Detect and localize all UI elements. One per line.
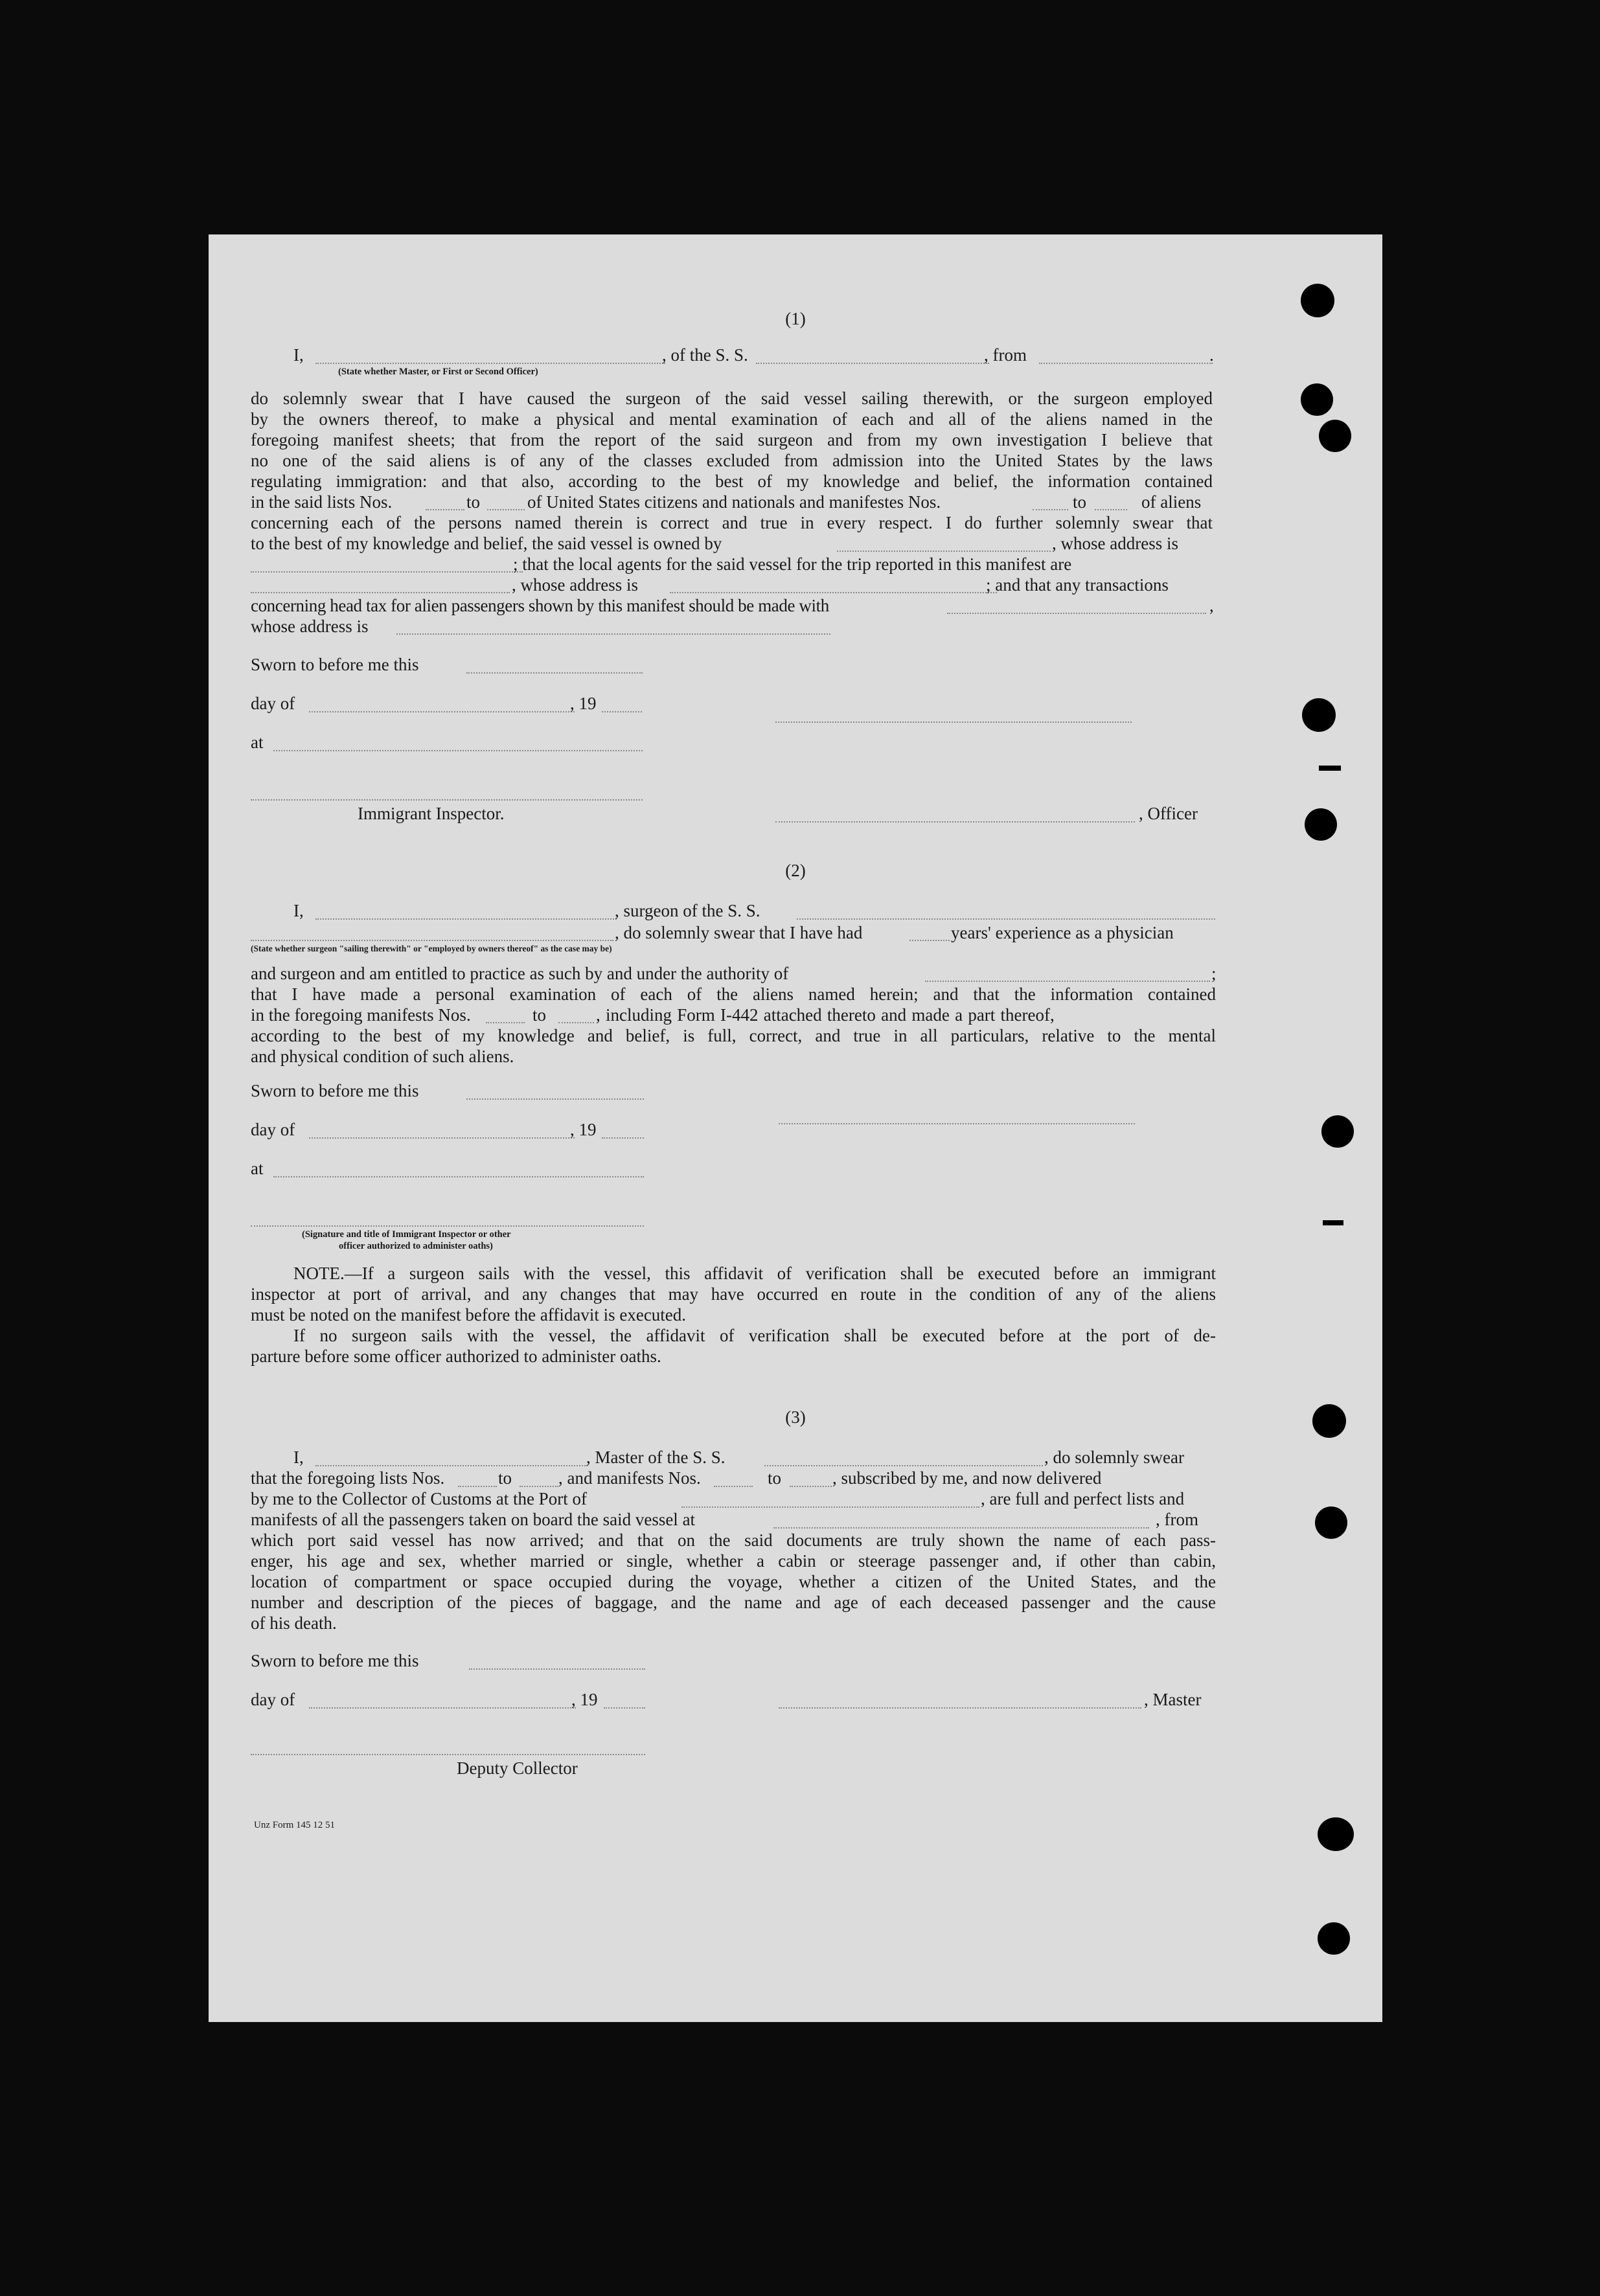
- s3-taken-at-field[interactable]: [773, 1527, 1149, 1529]
- s1-inspector-label: Immigrant Inspector.: [358, 804, 505, 823]
- s2-signature-note-1: (Signature and title of Immigrant Inspector or other: [302, 1229, 511, 1240]
- s3-taken-label: manifests of all the passengers taken on board the said vessel at: [251, 1510, 696, 1529]
- punch-hole: [1305, 808, 1337, 841]
- punch-hole: [1321, 1115, 1354, 1148]
- s3-master-name-field[interactable]: [315, 1465, 588, 1466]
- s3-full-lists-label: , are full and perfect lists and: [981, 1489, 1185, 1508]
- s1-headtax-field[interactable]: [947, 613, 1206, 614]
- s1-officer-field[interactable]: [315, 363, 665, 364]
- s2-years-field[interactable]: [909, 940, 950, 941]
- s2-year-field[interactable]: [602, 1137, 644, 1139]
- s2-years-label: years' experience as a physician: [951, 923, 1174, 942]
- s3-vessel-field[interactable]: [764, 1465, 1043, 1466]
- s1-i-label: I,: [293, 345, 304, 365]
- s3-year-label: , 19: [571, 1690, 598, 1709]
- punch-mark: [1319, 766, 1341, 771]
- s1-line-4: no one of the said aliens is of any of the classes excluded from admission into the United States by the laws: [251, 451, 1213, 470]
- s2-surgeon-of-ss-label: , surgeon of the S. S.: [615, 901, 760, 920]
- s1-sworn-label: Sworn to before me this: [251, 655, 419, 674]
- s1-headtax-comma: ,: [1209, 596, 1214, 615]
- punch-hole: [1319, 420, 1351, 452]
- s3-deputy-signature-field[interactable]: [251, 1754, 645, 1755]
- s2-form-label: , including Form I-442 attached thereto and made a part thereof,: [596, 1005, 1055, 1025]
- s1-period: .: [1209, 345, 1214, 365]
- s3-i-label: I,: [293, 1448, 304, 1467]
- s3-line-9: of his death.: [251, 1613, 337, 1633]
- s1-headtax-label: concerning head tax for alien passengers shown by this manifest should be made with: [251, 596, 829, 615]
- s1-aliens-label: of aliens: [1141, 492, 1202, 512]
- s1-officer-label: , Officer: [1139, 804, 1198, 823]
- s1-inspector-signature-field[interactable]: [251, 799, 643, 801]
- s2-authority-field[interactable]: [925, 981, 1210, 982]
- punch-hole: [1318, 1922, 1350, 1955]
- s2-line-6: according to the best of my knowledge and belief, is full, correct, and true in all particulars, relative to the mental: [251, 1026, 1216, 1045]
- s3-manifests-from-field[interactable]: [714, 1486, 753, 1487]
- punch-hole: [1312, 1404, 1346, 1438]
- form-page: [209, 234, 1382, 2022]
- s3-master-signature-field[interactable]: [779, 1707, 1141, 1709]
- s2-at-field[interactable]: [273, 1176, 644, 1177]
- s3-line-8: number and description of the pieces of baggage, and the name and age of each deceased passenger and the cause: [251, 1593, 1216, 1612]
- punch-hole: [1301, 383, 1333, 416]
- s1-manifests-from-field[interactable]: [1033, 509, 1068, 510]
- s3-lists-to-field[interactable]: [520, 1486, 558, 1487]
- s3-line-6: enger, his age and sex, whether married or single, whether a cabin or steerage passenger and, if other than cabin,: [251, 1551, 1216, 1571]
- s1-manifests-to-label: to: [1073, 492, 1087, 512]
- s1-manifests-to-field[interactable]: [1095, 509, 1127, 510]
- s3-port-label: by me to the Collector of Customs at the Port of: [251, 1489, 587, 1508]
- s1-owned-label: to the best of my knowledge and belief, the said vessel is owned by: [251, 534, 722, 553]
- s3-sworn-field[interactable]: [469, 1668, 645, 1670]
- s1-headtax-address-field[interactable]: [396, 633, 830, 635]
- s2-surgeon-signature-field[interactable]: [779, 1123, 1135, 1124]
- s2-note-line-1: NOTE.—If a surgeon sails with the vessel, this affidavit of verification shall be executed before an immigrant: [293, 1264, 1216, 1283]
- s3-lists-to-label: to: [498, 1468, 512, 1488]
- s2-status-note: (State whether surgeon "sailing therewith" or "employed by owners thereof" as the case may be): [251, 944, 612, 953]
- s2-signature-note-2: officer authorized to administer oaths): [339, 1241, 493, 1251]
- s2-manifests-to-label: to: [532, 1005, 547, 1025]
- s2-at-label: at: [251, 1159, 264, 1178]
- s2-sworn-field[interactable]: [466, 1098, 644, 1100]
- s2-manifests-label: in the foregoing manifests Nos.: [251, 1005, 471, 1025]
- s3-manifests-label: , and manifests Nos.: [558, 1468, 701, 1488]
- s3-port-field[interactable]: [681, 1506, 979, 1508]
- s1-line-3: foregoing manifest sheets; that from the report of the said surgeon and from my own investigation I believe that: [251, 430, 1213, 449]
- s2-note-line-3: must be noted on the manifest before the affidavit is executed.: [251, 1305, 687, 1324]
- s1-officer-name-field[interactable]: [775, 821, 1135, 823]
- s2-day-field[interactable]: [309, 1137, 575, 1139]
- s3-delivered-label: , subscribed by me, and now delivered: [832, 1468, 1102, 1488]
- s1-line-7: concerning each of the persons named therein is correct and true in every respect. I do further solemnly swear that: [251, 513, 1213, 532]
- s3-lists-from-field[interactable]: [458, 1486, 497, 1487]
- s3-master-label: , Master: [1144, 1690, 1202, 1709]
- s1-line-2: by the owners thereof, to make a physical and mental examination of each and all of the aliens named in the: [251, 409, 1213, 429]
- s1-year-field[interactable]: [602, 711, 642, 712]
- s1-from-label: , from: [984, 345, 1027, 365]
- s1-day-field[interactable]: [309, 711, 575, 712]
- s2-surgeon-name-field[interactable]: [315, 918, 617, 920]
- s3-day-field[interactable]: [309, 1707, 576, 1709]
- s2-year-label: , 19: [570, 1120, 597, 1139]
- s1-agents-field[interactable]: [251, 592, 510, 593]
- punch-hole: [1318, 1817, 1354, 1851]
- s2-authority-semicolon: ;: [1211, 964, 1217, 983]
- s1-owner-address-field[interactable]: [251, 571, 523, 573]
- s3-sworn-label: Sworn to before me this: [251, 1651, 419, 1670]
- s3-manifests-to-label: to: [768, 1468, 782, 1488]
- s1-at-field[interactable]: [273, 750, 643, 751]
- s1-owner-address-label: , whose address is: [1052, 534, 1178, 553]
- s2-swear-label: , do solemnly swear that I have had: [615, 923, 863, 942]
- section-1-number: (1): [785, 309, 806, 328]
- s2-note-line-5: parture before some officer authorized to administer oaths.: [251, 1347, 661, 1366]
- s2-note-line-2: inspector at port of arrival, and any changes that may have occurred en route in the condition of any of the aliens: [251, 1284, 1216, 1304]
- s3-swear-label: , do solemnly swear: [1044, 1448, 1184, 1467]
- s1-agent-address-field[interactable]: [670, 592, 997, 593]
- s2-i-label: I,: [293, 901, 304, 920]
- s1-owner-field[interactable]: [837, 551, 1051, 552]
- s3-year-field[interactable]: [604, 1707, 645, 1709]
- section-3-number: (3): [785, 1407, 806, 1427]
- s2-manifests-from-field[interactable]: [486, 1022, 525, 1023]
- s2-administrator-signature-field[interactable]: [251, 1225, 644, 1227]
- s3-manifests-to-field[interactable]: [790, 1486, 832, 1487]
- s3-from-label: , from: [1156, 1510, 1198, 1529]
- s2-line-4: that I have made a personal examination of each of the aliens named herein; and that the information contained: [251, 984, 1216, 1004]
- section-2-number: (2): [785, 861, 806, 880]
- s1-year-label: , 19: [570, 694, 597, 713]
- s3-day-of-label: day of: [251, 1690, 295, 1709]
- s1-from-field[interactable]: [1039, 363, 1213, 364]
- s2-authority-label: and surgeon and am entitled to practice as such by and under the authority of: [251, 964, 789, 983]
- s1-vessel-field[interactable]: [756, 363, 989, 364]
- s1-officer-signature-field[interactable]: [775, 722, 1132, 723]
- s1-officer-note: (State whether Master, or First or Second Officer): [338, 367, 538, 377]
- s1-lists-label: in the said lists Nos.: [251, 492, 393, 512]
- s2-line-7: and physical condition of such aliens.: [251, 1047, 514, 1066]
- s2-note-line-4: If no surgeon sails with the vessel, the affidavit of verification shall be executed before at the port of de-: [293, 1326, 1216, 1345]
- s2-manifests-to-field[interactable]: [558, 1022, 594, 1023]
- punch-hole: [1302, 698, 1336, 732]
- punch-mark: [1323, 1220, 1343, 1225]
- s2-sworn-label: Sworn to before me this: [251, 1081, 419, 1100]
- punch-hole: [1301, 284, 1334, 317]
- s2-status-field[interactable]: [251, 940, 613, 941]
- s1-lists-from-field[interactable]: [426, 509, 464, 510]
- s1-transactions-label: ; and that any transactions: [986, 575, 1169, 595]
- s1-headtax-address-label: whose address is: [251, 617, 369, 636]
- s3-master-of-ss-label: , Master of the S. S.: [586, 1448, 726, 1467]
- s1-at-label: at: [251, 733, 264, 752]
- s1-sworn-field[interactable]: [466, 672, 643, 674]
- s1-agents-label: ; that the local agents for the said vessel for the trip reported in this manifest are: [513, 554, 1072, 574]
- s1-line-5: regulating immigration: and that also, according to the best of my knowledge and belief, the information contained: [251, 472, 1213, 491]
- s3-lists-label: that the foregoing lists Nos.: [251, 1468, 445, 1488]
- form-id: Unz Form 145 12 51: [254, 1820, 335, 1830]
- s2-day-of-label: day of: [251, 1120, 295, 1139]
- s2-vessel-field[interactable]: [797, 918, 1215, 920]
- s1-day-of-label: day of: [251, 694, 295, 713]
- punch-hole: [1315, 1506, 1347, 1539]
- s3-line-7: location of compartment or space occupied during the voyage, whether a citizen of the United States, and the: [251, 1572, 1216, 1591]
- s3-deputy-label: Deputy Collector: [457, 1758, 578, 1778]
- s1-line-1: do solemnly swear that I have caused the surgeon of the said vessel sailing therewith, or the surgeon employed: [251, 389, 1213, 408]
- s1-lists-to-field[interactable]: [487, 509, 525, 510]
- s3-line-5: which port said vessel has now arrived; and that on the said documents are truly shown the name of each pass-: [251, 1530, 1216, 1550]
- s1-of-ss-label: , of the S. S.: [662, 345, 748, 365]
- s1-agent-address-label: , whose address is: [512, 575, 638, 595]
- s1-manifests-label: of United States citizens and nationals and manifestes Nos.: [527, 492, 941, 512]
- s1-lists-to-label: to: [466, 492, 481, 512]
